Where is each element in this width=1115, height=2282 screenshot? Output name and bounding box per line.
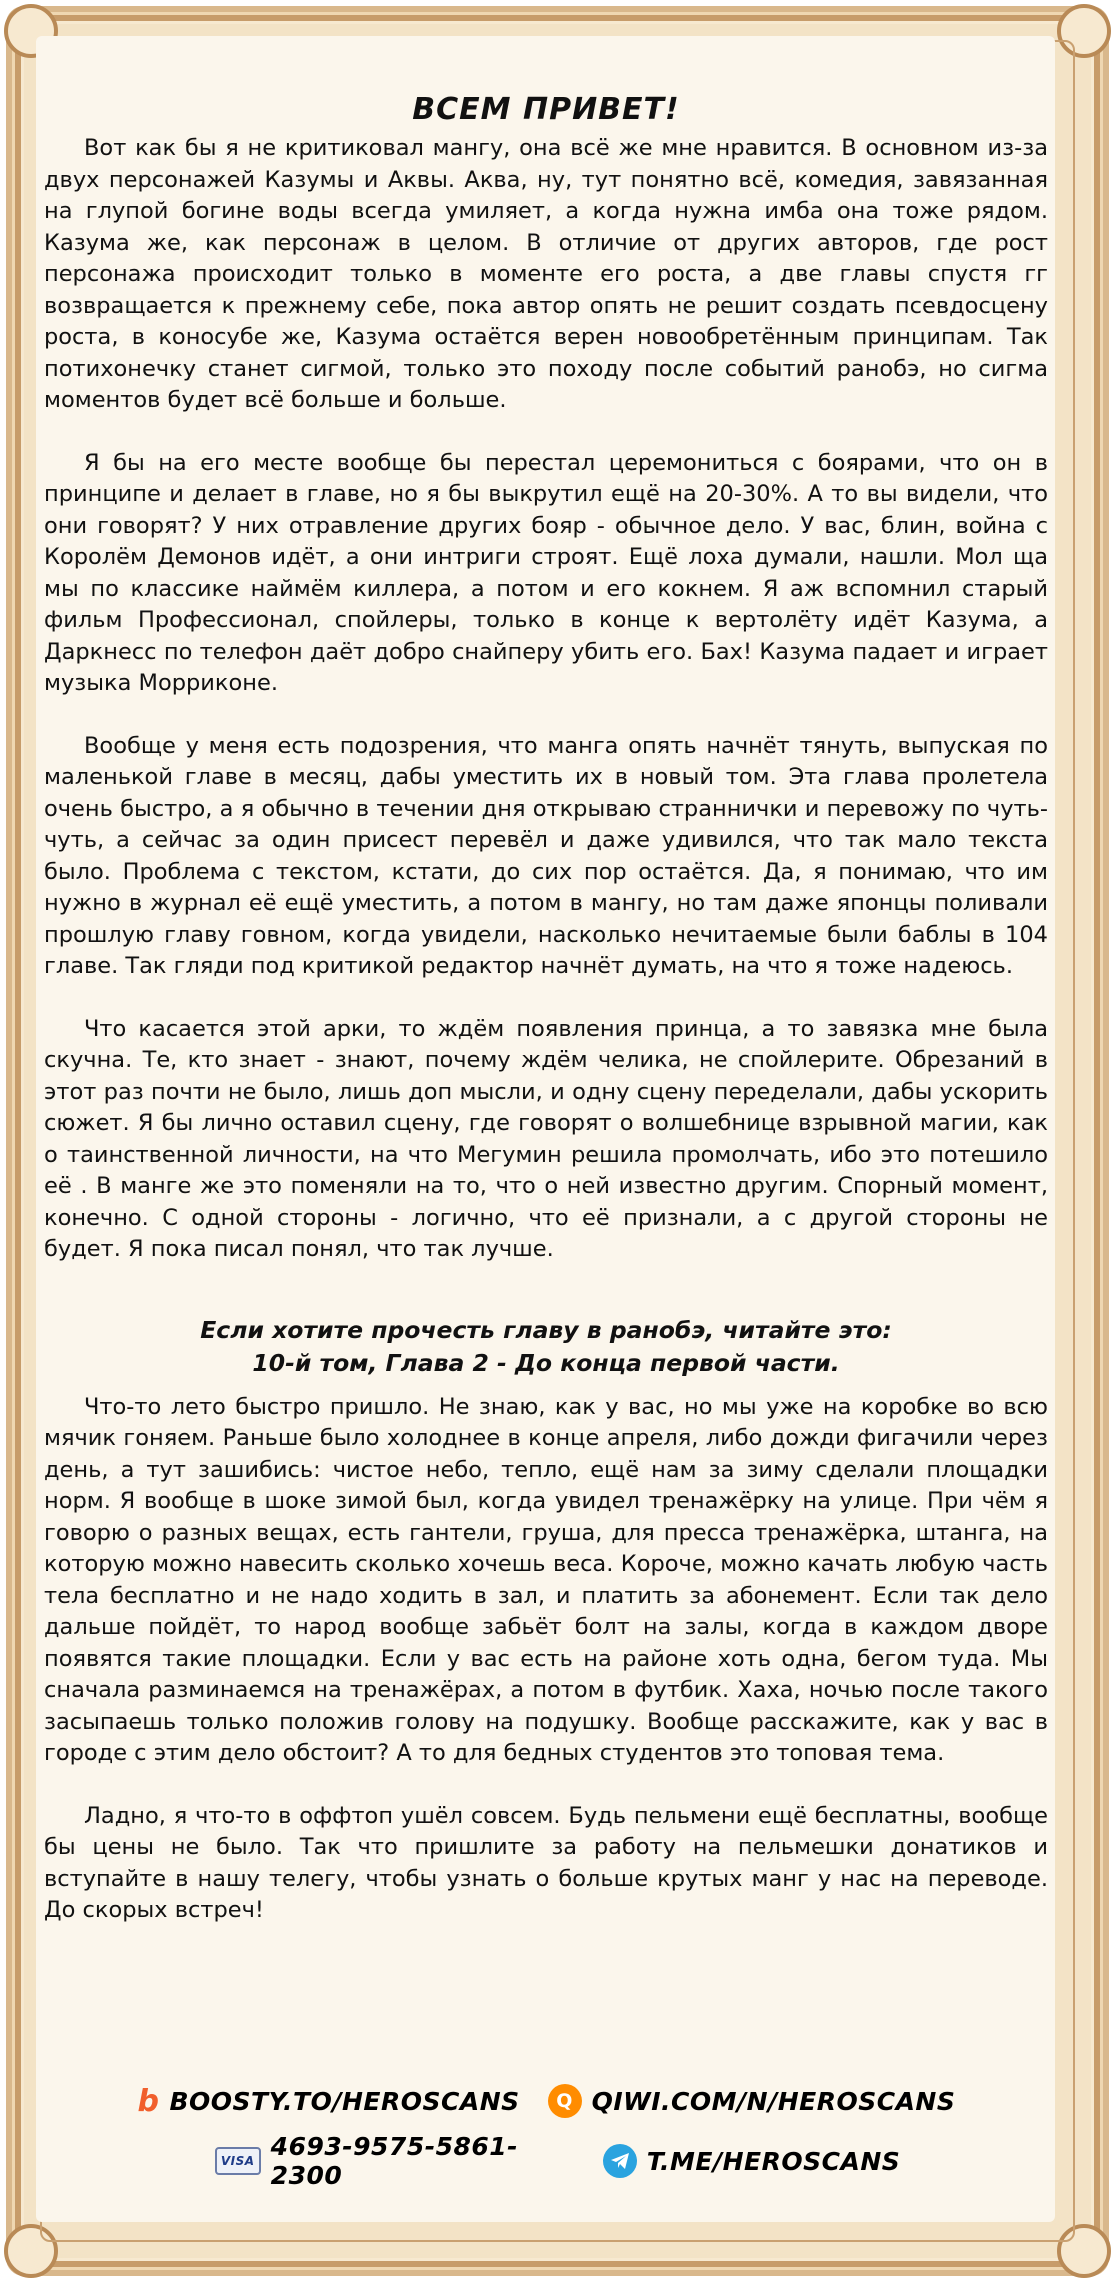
ranobe-reference bbox=[44, 1314, 1048, 1380]
qiwi-link-text[interactable]: QIWI.COM/N/HEROSCANS bbox=[591, 2086, 956, 2116]
support-links-row bbox=[0, 2084, 1115, 2118]
card-number[interactable] bbox=[215, 2132, 575, 2190]
telegram-icon bbox=[603, 2144, 637, 2178]
paragraph: Что касается этой арки, то ждём появления принца, а то завязка мне была скучна. Те, кто знает - знают, почему ждём челика, не спойлерите. Обрезаний в этот раз почти не было, лишь доп мысли, и одну сцену переделали, дабы ускорить сюжет. Я бы лично оставил сцену, где говорят о волшебнице взрывной магии, как о таинственной личности, на что Мегумин решила промолчать, ибо это потешило её . В манге же это поменяли на то, что о ней известно другим. Спорный момент, конечно. С одной стороны - логично, что её признали, а с другой стороны не будет. Я пока писал понял, что так лучше. bbox=[44, 1015, 1048, 1262]
paragraph: Я бы на его месте вообще бы перестал церемониться с боярами, что он в принципе и делает в главе, но я бы выкрутил ещё на 20-30%. А то вы видели, что они говорят? У них отравление других бояр - обычное дело. У вас, блин, война с Королём Демонов идёт, а они интриги строят. Ещё лоха думали, нашли. Мол ща мы по классике наймём киллера, а потом и его кокнем. Я аж вспомнил старый фильм Профессионал, спойлеры, только в конце к вертолёту идёт Казума, а Даркнесс по телефон даёт добро снайперу убить его. Бах! Казума падает и играет музыка Морриконе. bbox=[44, 449, 1048, 696]
paragraph: Ладно, я что-то в оффтоп ушёл совсем. Будь пельмени ещё бесплатны, вообще бы цены не было. Так что пришлите за работу на пельмешки донатиков и вступайте в нашу телегу, чтобы узнать о больше крутых манг у нас на переводе. До скорых встреч! bbox=[44, 1802, 1048, 1923]
telegram-link-text[interactable]: T.ME/HEROSCANS bbox=[646, 2146, 901, 2176]
support-links bbox=[0, 2084, 1115, 2204]
support-links-row bbox=[0, 2132, 1115, 2190]
paragraph: Вообще у меня есть подозрения, что манга опять начнёт тянуть, выпуская по маленькой главе в месяц, дабы уместить их в новый том. Эта глава пролетела очень быстро, а я обычно в течении дня открываю страннички и перевожу по чуть-чуть, а сейчас за один присест перевёл и даже удивился, что так мало текста было. Проблема с текстом, кстати, до сих пор остаётся. Да, я понимаю, что им нужно в журнал её ещё уместить, а потом в мангу, но там даже японцы поливали прошлую главу говном, когда увидели, насколько нечитаемые были баблы в 104 главе. Так гляди под критикой редактор начнёт думать, на что я тоже надеюсь. bbox=[44, 732, 1048, 979]
qiwi-icon: Q bbox=[548, 2084, 582, 2118]
qiwi-link[interactable] bbox=[548, 2084, 956, 2118]
visa-card-icon: VISA bbox=[215, 2147, 261, 2175]
article-content bbox=[44, 54, 1048, 1958]
telegram-plane-glyph bbox=[610, 2152, 630, 2170]
ranobe-reference-line: Если хотите прочесть главу в ранобэ, читайте это: bbox=[200, 1315, 892, 1344]
ranobe-reference-line: 10-й том, Глава 2 - До конца первой части. bbox=[252, 1348, 840, 1377]
boosty-link[interactable] bbox=[137, 2083, 520, 2119]
page-title: ВСЕМ ПРИВЕТ! bbox=[412, 92, 680, 127]
telegram-link[interactable] bbox=[603, 2132, 901, 2190]
boosty-icon: b bbox=[137, 2083, 160, 2119]
card-number-text[interactable]: 4693-9575-5861-2300 bbox=[270, 2132, 519, 2190]
paragraph: Вот как бы я не критиковал мангу, она всё же мне нравится. В основном из-за двух персонажей Казумы и Аквы. Аква, ну, тут понятно всё, комедия, завязанная на глупой богине воды всегда умиляет, а когда нужна имба она тоже рядом. Казума же, как персонаж в целом. В отличие от других авторов, где рост персонажа происходит только в моменте его роста, а две главы спустя гг возвращается к прежнему себе, пока автор опять не решит создать псевдосцену роста, в коносубе же, Казума остаётся верен новообретённым принципам. Так потихонечку станет сигмой, только это походу после событий ранобэ, но сигма моментов будет всё больше и больше. bbox=[44, 135, 1048, 413]
boosty-link-text[interactable]: BOOSTY.TO/HEROSCANS bbox=[169, 2086, 520, 2116]
paragraph: Что-то лето быстро пришло. Не знаю, как у вас, но мы уже на коробке во всю мячик гоняем. Раньше было холоднее в конце апреля, либо дожди фигачили через день, а тут зашибись: чистое небо, тепло, ещё нам за зиму сделали площадки норм. Я вообще в шоке зимой был, когда увидел тренажёрку на улице. При чём я говорю о разных вещах, есть гантели, груша, для пресса тренажёрка, штанга, на которую можно навесить сколько хочешь веса. Короче, можно качать любую часть тела бесплатно и не надо ходить в зал, и платить за абонемент. Если так дело дальше пойдёт, то народ вообще забьёт болт на залы, когда в каждом дворе появятся такие площадки. Если у вас есть на районе хоть одна, бегом туда. Мы сначала разминаемся на тренажёрах, а потом в футбик. Хаха, ночью после такого засыпаешь только положив голову на подушку. Вообще расскажите, как у вас в городе с этим дело обстоит? А то для бедных студентов это топовая тема. bbox=[44, 1393, 1048, 1766]
